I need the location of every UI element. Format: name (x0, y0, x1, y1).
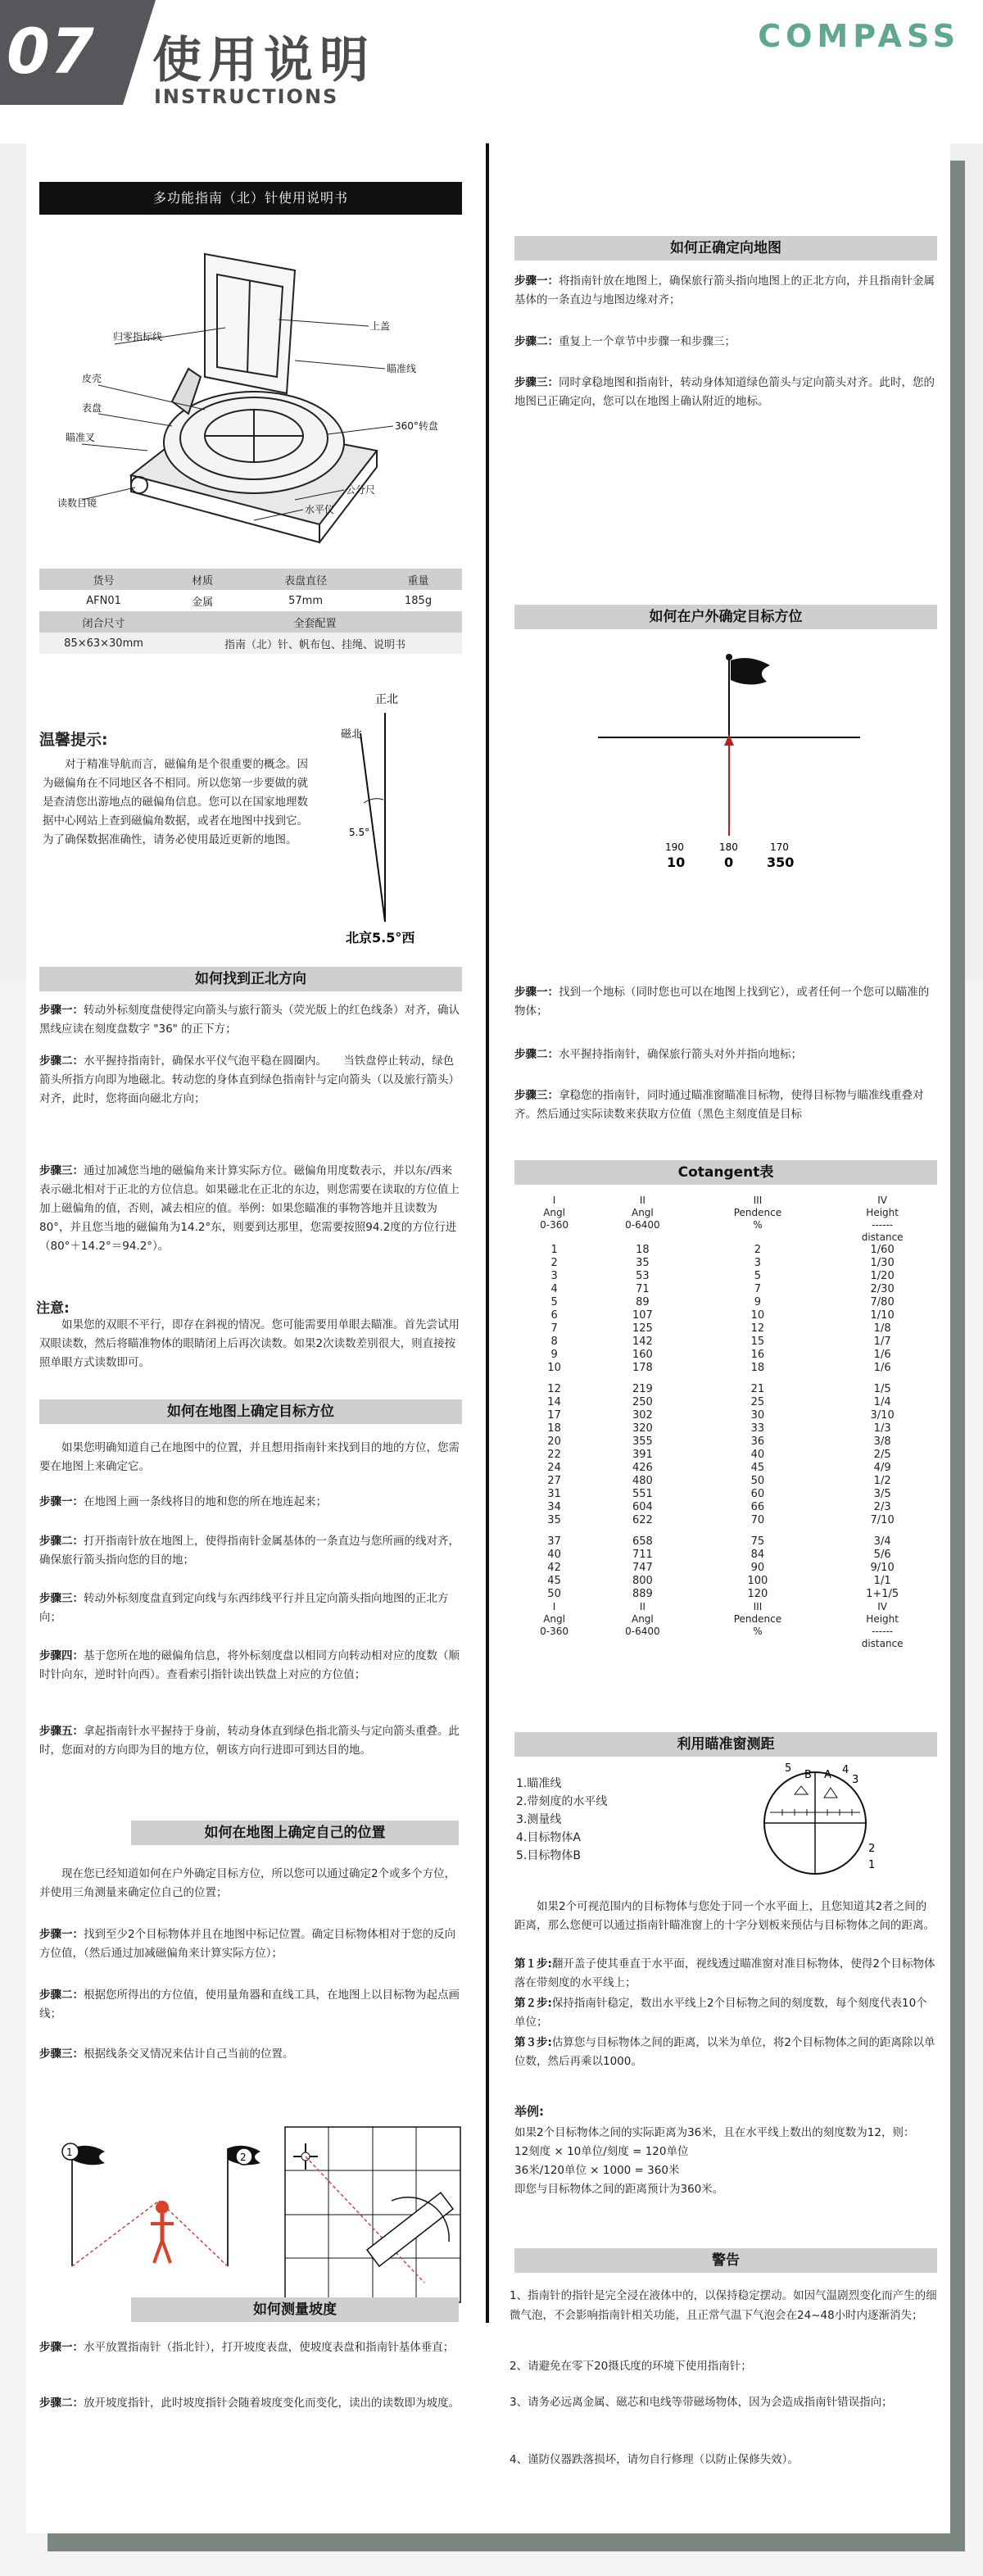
cotangent-cell: 1/8 (873, 1322, 891, 1335)
map-target-heading: 如何在地图上确定目标方位 (39, 1399, 462, 1424)
cotangent-footer-row (514, 1638, 940, 1650)
cotangent-row (514, 1244, 940, 1257)
cotangent-cell: 90 (750, 1562, 765, 1574)
cotangent-cell: % (753, 1219, 763, 1231)
label-level: 水平仪 (305, 504, 335, 515)
cotangent-cell: 3/4 (873, 1535, 891, 1548)
svg-text:2: 2 (868, 1843, 876, 1855)
cotangent-cell: 18 (750, 1362, 765, 1374)
cotangent-cell: 45 (547, 1575, 561, 1587)
cotangent-row (514, 1396, 940, 1409)
cotangent-cell: II (639, 1195, 646, 1206)
cotangent-cell (594, 1638, 691, 1650)
cotangent-cell: 219 (632, 1383, 653, 1395)
example-line: 即您与目标物体之间的距离预计为360米。 (514, 2183, 724, 2196)
cotangent-cell (691, 1231, 825, 1244)
cotangent-cell: 35 (547, 1514, 561, 1526)
cotangent-cell: 10 (547, 1362, 561, 1374)
cotangent-cell: 1/6 (873, 1362, 891, 1374)
cotangent-cell: Pendence (733, 1613, 782, 1625)
map-orient-step1: 步骤一：将指南针放在地图上，确保旅行箭头指向地图上的正北方向，并且指南针金属基体的一条直边与地图边缘对齐； (514, 274, 935, 306)
cotangent-cell: 160 (632, 1349, 653, 1361)
spec-cell: 金属 (192, 596, 214, 609)
flag-2-label: 2 (240, 2152, 247, 2163)
spec-header: 表盘直径 (284, 574, 328, 587)
distance-heading: 利用瞄准窗测距 (514, 1732, 937, 1757)
cotangent-row (514, 1514, 940, 1527)
cotangent-cell: 302 (632, 1409, 653, 1422)
map-target-intro: 如果您明确知道自己在地图中的位置，并且想用指南针来找到目的地的方位，您需要在地图上来确定它。 (39, 1441, 460, 1473)
distance-legend (516, 1775, 607, 1865)
cotangent-heading: Cotangent表 (514, 1160, 937, 1185)
cotangent-table (514, 1195, 940, 1650)
cotangent-cell: 747 (632, 1562, 653, 1574)
distance-intro: 如果2个可视范围内的目标物体与您处于同一个水平面上，且您知道其2者之间的距离，那么您便可以通过指南针瞄准窗上的十字分划板来预估与目标物体之间的距离。 (514, 1900, 935, 1932)
map-target-step3: 步骤三：转动外标刻度盘直到定向线与东西纬线平行并且定向箭头指向地图的正北方向； (39, 1592, 449, 1624)
map-orient-heading: 如何正确定向地图 (514, 236, 937, 261)
cotangent-cell: 125 (632, 1322, 653, 1335)
cotangent-cell: 12 (547, 1383, 561, 1395)
cotangent-row (514, 1435, 940, 1449)
svg-text:A: A (824, 1769, 831, 1781)
cotangent-cell: 9 (754, 1296, 762, 1308)
cotangent-cell: 1 (550, 1244, 558, 1256)
cotangent-cell: 658 (632, 1535, 653, 1548)
cotangent-cell: 21 (750, 1383, 765, 1395)
cotangent-cell: 75 (750, 1535, 765, 1548)
cotangent-cell: 35 (636, 1257, 650, 1269)
map-orient-step2: 步骤二：重复上一个章节中步骤一和步骤三； (514, 335, 736, 348)
cotangent-cell: 0-6400 (625, 1626, 660, 1637)
spec-cell: AFN01 (86, 594, 121, 607)
cotangent-cell: 1/4 (873, 1396, 891, 1408)
cotangent-cell: 178 (632, 1362, 653, 1374)
legend-item: 3.测量线 (516, 1813, 562, 1826)
cotangent-cell: 3/10 (870, 1409, 895, 1422)
find-north-step3: 步骤三：通过加减您当地的磁偏角来计算实际方位。磁偏角用度数表示，并以东/西来表示磁北相对于正北的方位信息。如果磁北在正北的东边，则您需要在读取的方位值上加上磁偏角的值，否则，减去相应的值。举例：如果您瞄准的事物答地并且读数为80°，并且您当地的磁偏角为14.2°东，则要到达那里，您需要按照94.2度的方位行进（80°＋14.2°＝94.2°）。 (39, 1164, 460, 1253)
spec-header: 全套配置 (293, 617, 337, 630)
cotangent-cell: 355 (632, 1435, 653, 1448)
cotangent-cell: 9/10 (870, 1562, 895, 1574)
cotangent-cell: 622 (632, 1514, 653, 1526)
header-tab-edge (123, 0, 156, 105)
cotangent-row (514, 1283, 940, 1296)
cotangent-cell: IV (877, 1601, 887, 1612)
spec-table (39, 569, 462, 654)
legend-item: 2.带刻度的水平线 (516, 1795, 608, 1808)
tip-title: 温馨提示: (39, 731, 108, 749)
cotangent-cell: 2 (754, 1244, 762, 1256)
cotangent-spacer (514, 1527, 940, 1535)
outdoor-heading: 如何在户外确定目标方位 (514, 605, 937, 629)
cotangent-cell: 3 (754, 1257, 762, 1269)
cotangent-cell: 20 (547, 1435, 561, 1448)
self-position-heading: 如何在地图上确定自己的位置 (131, 1821, 459, 1845)
cotangent-cell: 711 (632, 1549, 653, 1561)
cotangent-cell (514, 1231, 594, 1244)
cotangent-cell: 24 (547, 1462, 561, 1474)
cotangent-cell: 18 (636, 1244, 650, 1256)
label-dial: 表盘 (82, 402, 102, 414)
cotangent-cell: 3 (550, 1270, 558, 1282)
cotangent-cell: 2 (550, 1257, 558, 1269)
cotangent-cell: 2/3 (873, 1501, 891, 1513)
label-lid: 上盖 (370, 320, 391, 332)
cotangent-cell (514, 1638, 594, 1650)
cotangent-row (514, 1575, 940, 1588)
cotangent-cell: 36 (750, 1435, 765, 1448)
cotangent-cell: 1/7 (873, 1336, 891, 1348)
cotangent-cell: 1/60 (870, 1244, 895, 1256)
label-case: 皮壳 (82, 373, 102, 384)
svg-text:1: 1 (868, 1859, 876, 1871)
find-north-step2: 步骤二：水平握持指南针，确保水平仪气泡平稳在圆圈内。 当铁盘停止转动，绿色箭头所指方向即为地磁北。转动您的身体直到绿色指南针与定向箭头（以及旅行箭头）对齐，此时，您将面向磁北方向； (39, 1054, 460, 1105)
cotangent-header-row (514, 1195, 940, 1207)
scale-bottom-right: 350 (767, 855, 795, 870)
cotangent-row (514, 1336, 940, 1349)
spec-header-row (39, 569, 462, 590)
cotangent-cell: 50 (750, 1475, 765, 1487)
legend-item: 5.目标物体B (516, 1849, 581, 1862)
cotangent-cell: Angl (543, 1207, 565, 1218)
distance-step3: 第３步:估算您与目标物体之间的距离，以米为单位，将2个目标物体之间的距离除以单位数，然后再乘以1000。 (514, 2036, 935, 2068)
scale-top-left: 190 (665, 841, 684, 853)
cotangent-cell: Height (866, 1613, 899, 1625)
cotangent-cell: 5 (550, 1296, 558, 1308)
example-line: 36米/120单位 × 1000 = 360米 (514, 2164, 680, 2177)
spec-cell: 57mm (288, 594, 324, 607)
cotangent-cell: 1/6 (873, 1349, 891, 1361)
cotangent-cell: 1/20 (870, 1270, 895, 1282)
cotangent-row (514, 1535, 940, 1549)
label-sight-line: 瞄准线 (387, 363, 417, 374)
true-north-label: 正北 (375, 693, 398, 706)
cotangent-cell: 1/3 (873, 1422, 891, 1435)
cotangent-cell: 45 (750, 1462, 765, 1474)
mag-north-label: 磁北 (341, 728, 363, 741)
cotangent-row (514, 1362, 940, 1375)
cotangent-cell: IV (877, 1195, 887, 1206)
cotangent-row (514, 1257, 940, 1270)
spec-header: 货号 (93, 574, 115, 587)
cotangent-cell: 889 (632, 1588, 653, 1600)
cotangent-row (514, 1270, 940, 1283)
cotangent-cell: 22 (547, 1449, 561, 1461)
cotangent-cell: 142 (632, 1336, 653, 1348)
spec-cell: 185g (405, 594, 433, 607)
cotangent-row (514, 1501, 940, 1514)
cotangent-cell: distance (861, 1231, 904, 1243)
triangulation-diagram (39, 2119, 465, 2315)
cotangent-footer-row (514, 1626, 940, 1638)
label-zero-line: 归零指标线 (113, 331, 163, 342)
cotangent-cell: Angl (631, 1613, 654, 1625)
self-position-step3: 步骤三：根据线条交叉情况来估计自己当前的位置。 (39, 2048, 294, 2061)
cotangent-cell: 5/6 (873, 1549, 891, 1561)
cotangent-cell: 33 (750, 1422, 765, 1435)
cotangent-header-row (514, 1231, 940, 1244)
cotangent-cell: 320 (632, 1422, 653, 1435)
cotangent-cell: 84 (750, 1549, 765, 1561)
scale-top-mid: 180 (719, 841, 738, 853)
scale-bottom-mid: 0 (724, 855, 734, 870)
svg-text:5: 5 (785, 1762, 792, 1775)
cotangent-cell: 37 (547, 1535, 561, 1548)
label-bezel: 360°转盘 (395, 420, 438, 432)
warning-item-2: 2、请避免在零下20摄氏度的环境下使用指南针； (510, 2360, 752, 2373)
warning-item-4: 4、谨防仪器跌落损坏，请勿自行修理（以防止保修失效）。 (510, 2453, 799, 2466)
page-subtitle: INSTRUCTIONS (154, 85, 339, 108)
spec-cell: 指南（北）针、帆布包、挂绳、说明书 (224, 638, 406, 651)
cotangent-cell: 7/10 (870, 1514, 895, 1526)
cotangent-cell: 34 (547, 1501, 561, 1513)
section-number: 07 (7, 15, 95, 88)
compass-diagram (49, 229, 459, 557)
cotangent-cell: % (753, 1626, 763, 1637)
declination-caption: 北京5.5°西 (346, 930, 415, 946)
cotangent-row (514, 1488, 940, 1501)
cotangent-cell: I (552, 1195, 556, 1206)
cotangent-cell: 3/5 (873, 1488, 891, 1500)
cotangent-cell: 1+1/5 (866, 1588, 899, 1600)
cotangent-cell: 6 (550, 1309, 558, 1322)
scale-bottom-left: 10 (667, 855, 686, 870)
cotangent-footer-row (514, 1613, 940, 1626)
cotangent-cell: 250 (632, 1396, 653, 1408)
column-divider (486, 143, 489, 2323)
self-position-step1: 步骤一：找到至少2个目标物体并且在地图中标记位置。确定目标物体相对于您的反向方位值，（然后通过加减磁偏角来计算实际方位）； (39, 1928, 456, 1960)
slope-step1: 步骤一：水平放置指南针（指北针），打开坡度表盘，使坡度表盘和指南针基体垂直； (39, 2341, 455, 2354)
cotangent-cell: Angl (543, 1613, 565, 1625)
cotangent-cell: 107 (632, 1309, 653, 1322)
label-eyepiece: 读数目镜 (57, 497, 97, 509)
map-target-step5: 步骤五：拿起指南针水平握持于身前，转动身体直到绿色指北箭头与定向箭头重叠。此时，您面对的方向即为目的地方位，朝该方向行进即可到达目的地。 (39, 1725, 460, 1757)
cotangent-cell: 18 (547, 1422, 561, 1435)
cotangent-cell: ------ (872, 1219, 894, 1231)
manual-title-bar: 多功能指南（北）针使用说明书 (39, 182, 462, 215)
slope-step2: 步骤二：放开坡度指针，此时坡度指针会随着坡度变化而变化，读出的读数即为坡度。 (39, 2397, 460, 2410)
cotangent-cell: distance (861, 1638, 904, 1649)
page-title: 使用说明 (152, 32, 375, 89)
cotangent-cell: 4 (550, 1283, 558, 1295)
cotangent-cell: III (753, 1601, 763, 1612)
cotangent-cell: 120 (747, 1588, 768, 1600)
spec-row (39, 590, 462, 611)
cotangent-cell: 50 (547, 1588, 561, 1600)
spec-header-row (39, 611, 462, 633)
cotangent-cell: 66 (750, 1501, 765, 1513)
svg-text:3: 3 (852, 1774, 859, 1786)
cotangent-cell: 60 (750, 1488, 765, 1500)
cotangent-cell: 17 (547, 1409, 561, 1422)
find-north-step1: 步骤一：转动外标刻度盘使得定向箭头与旅行箭头（荧光版上的红色线条）对齐，确认黑线应读在刻度盘数字 "36" 的正下方； (39, 1004, 460, 1036)
warning-item-1: 1、指南针的指针是完全浸在液体中的，以保持稳定摆动。如因气温剧烈变化而产生的细微气泡，不会影响指南针相关功能，且正常气温下气泡会在24~48小时内逐渐消失； (510, 2289, 937, 2322)
cotangent-footer-row (514, 1601, 940, 1613)
spec-header: 材质 (192, 574, 214, 587)
cotangent-cell: 0-6400 (625, 1219, 660, 1231)
cotangent-row (514, 1309, 940, 1322)
note-title: 注意: (36, 1300, 70, 1317)
self-position-step2: 步骤二：根据您所得出的方位值，使用量角器和直线工具，在地图上以目标物为起点画线； (39, 1989, 460, 2020)
cotangent-header-row (514, 1219, 940, 1231)
outdoor-step3: 步骤三：拿稳您的指南针，同时通过瞄准窗瞄准目标物，使得目标物与瞄准线重叠对齐。然后通过实际读数来获取方位值（黑色主刻度值是目标 (514, 1089, 924, 1121)
cotangent-row (514, 1475, 940, 1488)
cotangent-cell: Height (866, 1207, 899, 1218)
cotangent-cell: 3/8 (873, 1435, 891, 1448)
cotangent-cell: 480 (632, 1475, 653, 1487)
cotangent-row (514, 1296, 940, 1309)
cotangent-row (514, 1562, 940, 1575)
distance-step1: 第１步:翻开盖子使其垂直于水平面，视线透过瞄准窗对准目标物体，使得2个目标物体落在带刻度的水平线上； (514, 1957, 935, 1989)
cotangent-cell: 0-360 (540, 1219, 569, 1231)
cotangent-cell: 16 (750, 1349, 765, 1361)
label-cm-ruler: 公分尺 (346, 484, 376, 496)
cotangent-cell: 426 (632, 1462, 653, 1474)
label-sight-fork: 瞄准叉 (66, 432, 96, 443)
outdoor-bearing-diagram (573, 647, 885, 885)
svg-text:4: 4 (842, 1764, 849, 1776)
map-target-step1: 步骤一：在地图上画一条线将目的地和您的所在地连起来； (39, 1495, 327, 1508)
spec-cell: 85×63×30mm (64, 637, 143, 650)
cotangent-cell: 7 (754, 1283, 762, 1295)
cotangent-cell: 2/5 (873, 1449, 891, 1461)
cotangent-cell: 27 (547, 1475, 561, 1487)
scale-top-right: 170 (770, 841, 789, 853)
cotangent-cell: 30 (750, 1409, 765, 1422)
cotangent-cell: 89 (636, 1296, 650, 1308)
cotangent-cell: 9 (550, 1349, 558, 1361)
declination-diagram (311, 688, 475, 950)
cotangent-cell: 1/2 (873, 1475, 891, 1487)
note-text: 如果您的双眼不平行，即存在斜视的情况。您可能需要用单眼去瞄准。首先尝试用双眼读数，然后将瞄准物体的眼睛闭上后再次读数。如果2次读数差别很大，则直接按照单眼方式读数即可。 (39, 1318, 460, 1369)
cotangent-cell: 4/9 (873, 1462, 891, 1474)
cotangent-row (514, 1549, 940, 1562)
tip-text: 对于精准导航而言，磁偏角是个很重要的概念。因为磁偏角在不同地区各不相同。所以您第一步要做的就是查清您出游地点的磁偏角信息。您可以在国家地理数据中心网站上查到磁偏角数据，或者在地图中找到它。为了确保数据准确性，请务必使用最近更新的地图。 (43, 758, 308, 846)
cotangent-cell: 100 (747, 1575, 768, 1587)
cotangent-cell: 7 (550, 1322, 558, 1335)
cotangent-cell (691, 1638, 825, 1650)
legend-item: 1.瞄准线 (516, 1777, 562, 1790)
cotangent-cell: 10 (750, 1309, 765, 1322)
cotangent-cell: 8 (550, 1336, 558, 1348)
cotangent-cell: 70 (750, 1514, 765, 1526)
outdoor-step2: 步骤二：水平握持指南针，确保旅行箭头对外并指向地标； (514, 1048, 802, 1061)
cotangent-cell: 31 (547, 1488, 561, 1500)
cotangent-cell: 7/80 (870, 1296, 895, 1308)
cotangent-row (514, 1588, 940, 1601)
cotangent-row (514, 1349, 940, 1362)
angle-label: 5.5° (349, 827, 370, 838)
cotangent-row (514, 1462, 940, 1475)
outdoor-step1: 步骤一：找到一个地标（同时您也可以在地图上找到它），或者任何一个您可以瞄准的物体； (514, 986, 930, 1018)
example-text (514, 2124, 937, 2199)
cotangent-cell: 551 (632, 1488, 653, 1500)
header-number-tab (0, 0, 123, 105)
cotangent-row (514, 1322, 940, 1336)
cotangent-cell: 5 (754, 1270, 762, 1282)
cotangent-cell: 71 (636, 1283, 650, 1295)
cotangent-cell: Angl (631, 1207, 654, 1218)
cotangent-cell: 53 (636, 1270, 650, 1282)
cotangent-cell: 40 (750, 1449, 765, 1461)
distance-step2: 第２步:保持指南针稳定，数出水平线上2个目标物之间的刻度数，每个刻度代表10个单位； (514, 1997, 927, 2029)
sight-window-diagram (737, 1762, 901, 1884)
cotangent-cell: 604 (632, 1501, 653, 1513)
example-line: 12刻度 × 10单位/刻度 = 120单位 (514, 2145, 689, 2158)
cotangent-row (514, 1409, 940, 1422)
cotangent-cell: 40 (547, 1549, 561, 1561)
spec-header: 重量 (407, 574, 429, 587)
cotangent-cell: 1/5 (873, 1383, 891, 1395)
cotangent-cell: 25 (750, 1396, 765, 1408)
cotangent-cell: 12 (750, 1322, 765, 1335)
cotangent-cell: 2/30 (870, 1283, 895, 1295)
flag-1-label: 1 (66, 2147, 73, 2158)
svg-text:B: B (804, 1769, 812, 1781)
cotangent-cell: I (552, 1601, 556, 1612)
warning-item-3: 3、请务必远离金属、磁芯和电线等带磁场物体，因为会造成指南针错误指向； (510, 2396, 893, 2409)
slope-heading: 如何测量坡度 (131, 2297, 459, 2322)
cotangent-cell: 1/1 (873, 1575, 891, 1587)
warning-heading: 警告 (514, 2248, 937, 2273)
example-title: 举例: (514, 2104, 544, 2119)
map-orient-step3: 步骤三：同时拿稳地图和指南针，转动身体知道绿色箭头与定向箭头对齐。此时，您的地图已正确定向，您可以在地图上确认附近的地标。 (514, 376, 935, 408)
example-line: 如果2个目标物体之间的实际距离为36米，且在水平线上数出的刻度数为12，则： (514, 2126, 915, 2139)
cotangent-cell (594, 1231, 691, 1244)
cotangent-cell: 1/30 (870, 1257, 895, 1269)
map-target-step4: 步骤四：基于您所在地的磁偏角信息，将外标刻度盘以相同方向转动相对应的度数（顺时针向东，逆时针向西）。查看索引指针读出铁盘上对应的方位值； (39, 1649, 460, 1681)
cotangent-cell: II (639, 1601, 646, 1612)
map-target-step2: 步骤二：打开指南针放在地图上，使得指南针金属基体的一条直边与您所画的线对齐，确保旅行箭头指向您的目的地； (39, 1535, 460, 1567)
cotangent-cell: 15 (750, 1336, 765, 1348)
cotangent-spacer (514, 1375, 940, 1383)
cotangent-cell: ------ (872, 1626, 894, 1637)
self-position-intro: 现在您已经知道如何在户外确定目标方位，所以您可以通过确定2个或多个方位，并使用三角测量来确定位自己的位置； (39, 1867, 456, 1899)
find-north-heading: 如何找到正北方向 (39, 967, 462, 991)
cotangent-row (514, 1449, 940, 1462)
cotangent-header-row (514, 1207, 940, 1219)
legend-item: 4.目标物体A (516, 1831, 581, 1844)
cotangent-cell: 1/10 (870, 1309, 895, 1322)
cotangent-cell: Pendence (733, 1207, 782, 1218)
cotangent-cell: 391 (632, 1449, 653, 1461)
cotangent-cell: 42 (547, 1562, 561, 1574)
spec-row (39, 633, 462, 654)
cotangent-row (514, 1383, 940, 1396)
cotangent-cell: 800 (632, 1575, 653, 1587)
cotangent-row (514, 1422, 940, 1435)
spec-header: 闭合尺寸 (82, 617, 125, 630)
cotangent-cell: 0-360 (540, 1626, 569, 1637)
cotangent-cell: 14 (547, 1396, 561, 1408)
cotangent-cell: III (753, 1195, 763, 1206)
brand-logo: COMPASS (758, 18, 960, 54)
